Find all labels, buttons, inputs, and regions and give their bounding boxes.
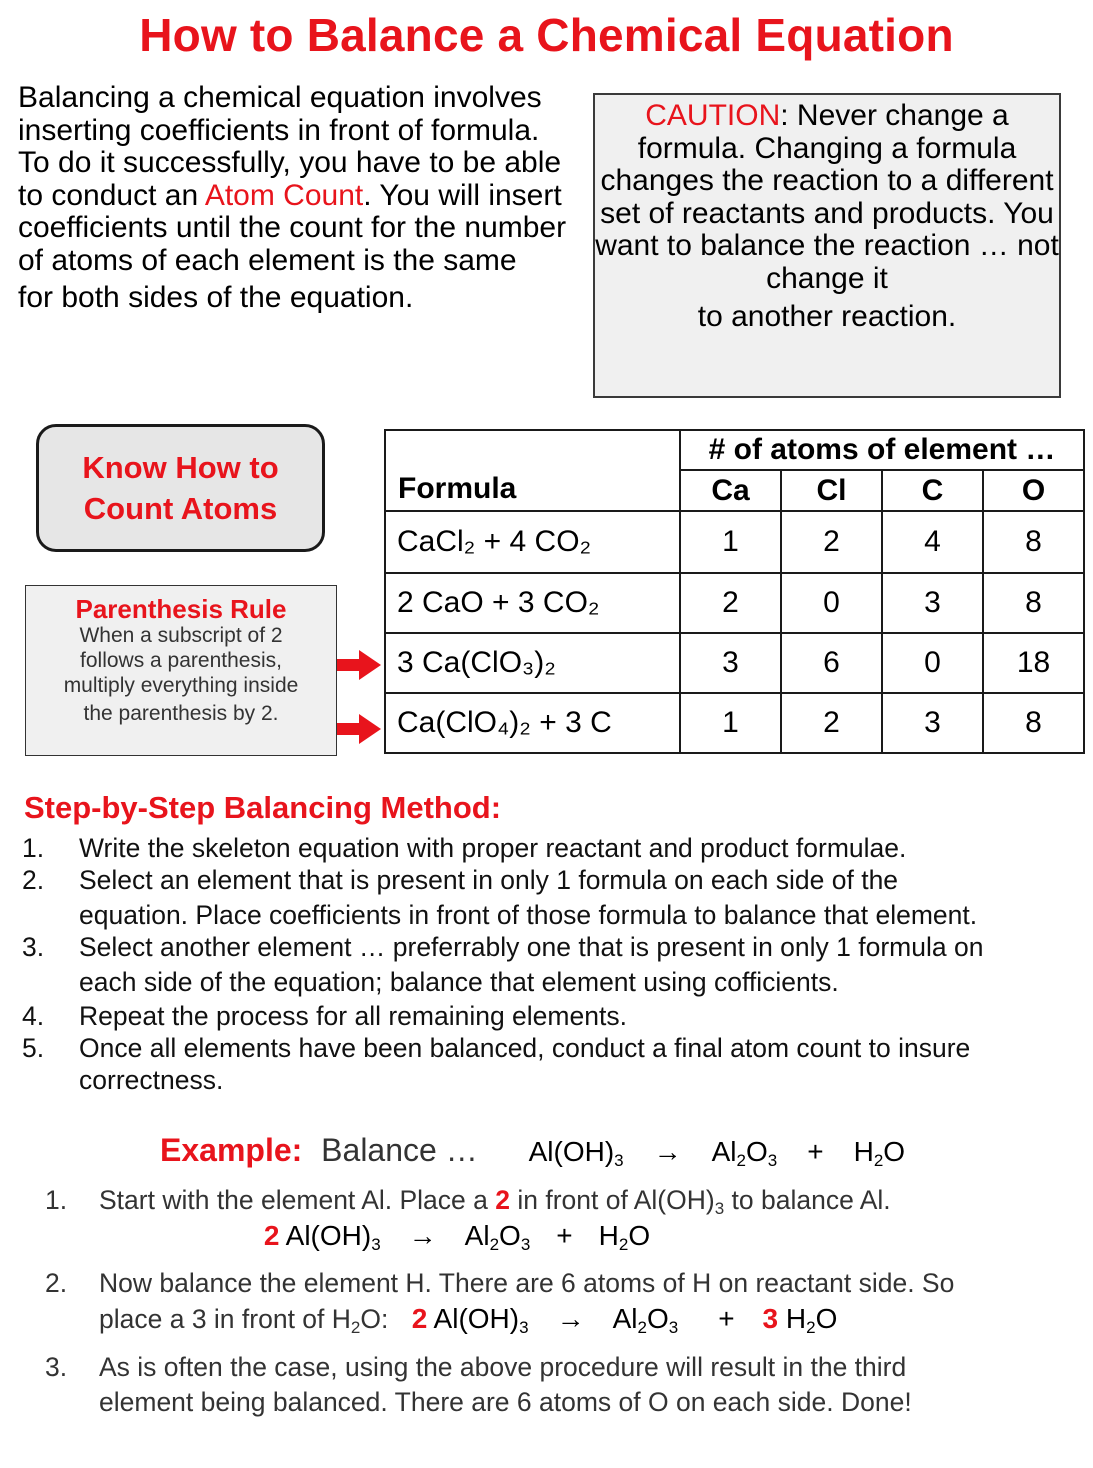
caution-box bbox=[593, 93, 1061, 398]
step-text: Once all elements have been balanced, conduct a final atom count to insure bbox=[79, 1033, 971, 1063]
example-step-number: 2. bbox=[45, 1268, 68, 1298]
example-balance-text: Balance … bbox=[321, 1132, 478, 1168]
example-step-text: As is often the case, using the above procedure will result in the third bbox=[99, 1352, 907, 1382]
coefficient: 2 bbox=[495, 1185, 510, 1215]
count-cell: 8 bbox=[983, 693, 1084, 753]
steps-list bbox=[22, 832, 1082, 1096]
list-item bbox=[22, 931, 1082, 998]
caution-text: : Never change a formula. Changing a formula changes the reaction to a different set of reactants and products. You want to balance the reaction … not change it bbox=[595, 99, 1059, 295]
table-row bbox=[385, 693, 1084, 753]
formula-cell: 3 Ca(ClO₃)₂ bbox=[385, 633, 680, 693]
example-step-text: Start with the element Al. Place a bbox=[99, 1185, 496, 1215]
subscript: 3 bbox=[714, 1199, 725, 1218]
know-how-box bbox=[36, 424, 325, 552]
list-item bbox=[45, 1266, 1085, 1337]
arrow-right-icon bbox=[337, 714, 381, 744]
list-item bbox=[22, 832, 1082, 864]
example-equation-step-1: 2 $Al(OH)_3 \to Al_2O_3 + H_2O$ bbox=[263, 1220, 651, 1254]
count-cell: 1 bbox=[680, 511, 781, 573]
page-title: How to Balance a Chemical Equation bbox=[139, 9, 954, 61]
count-cell: 18 bbox=[983, 633, 1084, 693]
step-number: 3. bbox=[22, 932, 45, 962]
parenthesis-rule-line: multiply everything inside bbox=[63, 674, 299, 697]
example-step-text: to balance Al. bbox=[724, 1185, 891, 1215]
parenthesis-rule-title: Parenthesis Rule bbox=[75, 594, 287, 624]
step-text: Select an element that is present in only 1 formula on each side of the bbox=[79, 865, 899, 895]
caution-text-last: to another reaction. bbox=[697, 300, 957, 333]
list-item bbox=[45, 1350, 1085, 1420]
count-cell: 2 bbox=[680, 573, 781, 633]
caution-label: CAUTION bbox=[645, 99, 781, 132]
formula-cell: Ca(ClO₄)₂ + 3 C bbox=[385, 693, 680, 753]
element-header: Cl bbox=[781, 470, 882, 511]
parenthesis-rule-line: When a subscript of 2 bbox=[79, 624, 283, 647]
formula-cell: 2 CaO + 3 CO₂ bbox=[385, 573, 680, 633]
list-item bbox=[45, 1183, 1085, 1253]
element-header: O bbox=[983, 470, 1084, 511]
parenthesis-rule-line: follows a parenthesis, bbox=[80, 649, 282, 672]
parenthesis-rule-body bbox=[26, 623, 336, 726]
list-item bbox=[22, 1032, 1082, 1096]
parenthesis-rule-line: the parenthesis by 2. bbox=[83, 702, 279, 725]
steps-title: Step-by-Step Balancing Method: bbox=[24, 790, 502, 825]
step-number: 1. bbox=[22, 833, 45, 863]
parenthesis-rule-box bbox=[25, 585, 337, 756]
know-how-line-1: Know How to bbox=[82, 450, 279, 485]
count-cell: 6 bbox=[781, 633, 882, 693]
example-equation-step-2: 2 $Al(OH)_3 \to Al_2O_3 + 3$ $H_2O$ bbox=[411, 1303, 838, 1337]
step-number: 5. bbox=[22, 1033, 45, 1063]
step-number: 2. bbox=[22, 865, 45, 895]
element-header: C bbox=[882, 470, 983, 511]
intro-text-3: for both sides of the equation. bbox=[18, 281, 414, 314]
table-row bbox=[385, 633, 1084, 693]
count-cell: 2 bbox=[781, 693, 882, 753]
example-step-text: place a 3 in front of H bbox=[99, 1304, 351, 1334]
count-cell: 2 bbox=[781, 511, 882, 573]
step-text: Repeat the process for all remaining elements. bbox=[79, 1001, 627, 1031]
example-step-text: in front of Al(OH) bbox=[509, 1185, 715, 1215]
example-step-text: element being balanced. There are 6 atoms of O on each side. Done! bbox=[99, 1387, 912, 1417]
subscript: 2 bbox=[350, 1318, 361, 1337]
atom-count-highlight: Atom Count bbox=[204, 178, 364, 212]
intro-text-2: . You will insert coefficients until the count for the number of atoms of each element is the same bbox=[18, 178, 567, 277]
step-text: Write the skeleton equation with proper reactant and product formulae. bbox=[79, 833, 907, 863]
step-text: Select another element … preferrably one that is present in only 1 formula on bbox=[79, 932, 984, 962]
atoms-group-header: # of atoms of element … bbox=[680, 430, 1084, 470]
formula-cell: CaCl₂ + 4 CO₂ bbox=[385, 511, 680, 573]
table-row bbox=[385, 511, 1084, 573]
count-cell: 4 bbox=[882, 511, 983, 573]
count-cell: 3 bbox=[882, 573, 983, 633]
know-how-line-2: Count Atoms bbox=[83, 491, 278, 526]
example-step-text: Now balance the element H. There are 6 atoms of H on reactant side. So bbox=[99, 1268, 955, 1298]
count-cell: 3 bbox=[882, 693, 983, 753]
list-item bbox=[22, 864, 1082, 931]
count-cell: 0 bbox=[781, 573, 882, 633]
intro-paragraph bbox=[18, 82, 578, 315]
arrow-right-icon bbox=[337, 650, 381, 680]
element-header: Ca bbox=[680, 470, 781, 511]
formula-header: Formula bbox=[385, 430, 680, 511]
example-steps bbox=[45, 1183, 1085, 1433]
count-cell: 8 bbox=[983, 573, 1084, 633]
step-text-cont: each side of the equation; balance that element using cofficients. bbox=[79, 967, 839, 997]
count-cell: 0 bbox=[882, 633, 983, 693]
atom-count-table bbox=[384, 429, 1085, 754]
step-number: 4. bbox=[22, 1001, 45, 1031]
example-label: Example: bbox=[160, 1132, 303, 1168]
table-row bbox=[385, 573, 1084, 633]
intro-text-1: Balancing a chemical equation involves inserting coefficients in front of formula. To do it successfully, you have to be able to conduct an bbox=[18, 81, 562, 212]
count-cell: 1 bbox=[680, 693, 781, 753]
list-item bbox=[22, 1000, 1082, 1032]
example-line bbox=[160, 1130, 905, 1172]
step-text-cont: equation. Place coefficients in front of those formula to balance that element. bbox=[79, 900, 978, 930]
example-step-number: 1. bbox=[45, 1185, 68, 1215]
example-equation: $Al(OH)_3 \to Al_2O_3 + H_2O$ bbox=[528, 1136, 906, 1170]
example-step-text: O: bbox=[360, 1304, 389, 1334]
step-text-cont: correctness. bbox=[79, 1065, 224, 1095]
example-step-number: 3. bbox=[45, 1352, 68, 1382]
count-cell: 3 bbox=[680, 633, 781, 693]
count-cell: 8 bbox=[983, 511, 1084, 573]
